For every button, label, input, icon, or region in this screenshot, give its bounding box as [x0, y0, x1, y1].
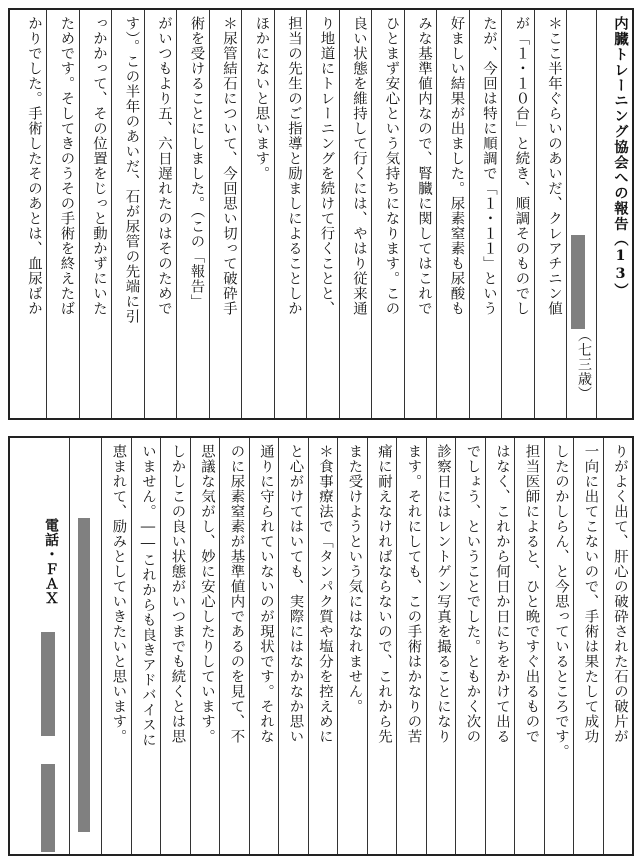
report-text-line: しかしこの良い状態がいつまでも続くとは思 [160, 438, 190, 854]
report-text-line: たが、今回は特に順調で「１・１１」という [469, 10, 502, 418]
report-text-line: 担当医師によると、ひと晩ですぐ出るもので [514, 438, 544, 854]
report-text-line: ＊食事療法で「タンパク質や塩分を控えめに [308, 438, 338, 854]
report-text-line: 診察日にはレントゲン写真を撮ることになり [426, 438, 456, 854]
report-text-line: りがよく出て、肝心の破砕された石の破片が [603, 438, 633, 854]
report-text-line: 良い状態を維持して行くには、やはり従来通 [339, 10, 372, 418]
report-text-line: ためです。そしてきのうその手術を終えたば [46, 10, 79, 418]
redacted-fax [41, 764, 55, 852]
author-age: （七三歳） [576, 328, 592, 401]
author-column [566, 10, 596, 418]
report-text-line: 術を受けることにしました。（この「報告」 [176, 10, 209, 418]
report-header-column [596, 10, 632, 418]
report-text-line: みな基準値内なので、腎臓に関してはこれで [404, 10, 437, 418]
report-text-line: 痛に耐えなければならないので、これから先 [367, 438, 397, 854]
redacted-column [69, 438, 101, 854]
report-sheet-page-1 [8, 8, 634, 420]
report-text-line: と心がけてはいても、実際にはなかなか思い [278, 438, 308, 854]
tel-fax-label: 電話・ＦＡＸ [43, 518, 59, 606]
report-text-line: ます。それにしても、この手術はかなりの苦 [396, 438, 426, 854]
report-text-line: ＊ここ半年ぐらいのあいだ、クレアチニン値 [534, 10, 567, 418]
redacted-phone [41, 632, 55, 736]
report-text-line: はなく、これから何日か日にちをかけて出る [485, 438, 515, 854]
report-text-line: が「１・１０台」と続き、順調そのものでし [501, 10, 534, 418]
redacted-author-name [571, 235, 585, 329]
report-text-line: 好ましい結果が出ました。尿素窒素も尿酸も [436, 10, 469, 418]
report-text-line: かりでした。手術したそのあとは、血尿ばか [26, 16, 42, 316]
report-sheet-page-2 [8, 436, 634, 856]
report-text-line: 担当の先生のご指導と励ましによることしか [274, 10, 307, 418]
report-text-line: 思議な気がし、妙に安心したりしています。 [190, 438, 220, 854]
report-text-line: り地道にトレーニングを続けて行くことと、 [306, 10, 339, 418]
report-text-line: がいつもより五、六日遅れたのはそのためで [144, 10, 177, 418]
report-text-line: また受けようという気にはなれません。 [337, 438, 367, 854]
report-text-line: ひとまず安心という気持ちになります。この [371, 10, 404, 418]
redacted-address [78, 518, 90, 832]
report-text-line: ＊尿管結石について、今回思い切って破砕手 [209, 10, 242, 418]
report-text-line: 恵まれて、励みとしていきたいと思います。 [101, 438, 131, 854]
report-text-line: いません。――これからも良きアドバイスに [131, 438, 161, 854]
report-text-line: す）。この半年のあいだ、石が尿管の先端に引 [111, 10, 144, 418]
report-text-line: でしょう、ということでした。ともかく次の [455, 438, 485, 854]
tel-fax-column [31, 438, 69, 854]
report-text-line: ほかにないと思います。 [241, 10, 274, 418]
report-title: 内臓トレーニング協会への報告（13） [612, 16, 629, 299]
report-text-line: のに尿素窒素が基準値内であるのを見て、不 [219, 438, 249, 854]
report-text-line: 一向に出てこないので、手術は果たして成功 [573, 438, 603, 854]
report-text-line: 通りに守られていないのが現状です。それな [249, 438, 279, 854]
report-text-line: っかかって、その位置をじっと動かずにいた [79, 10, 112, 418]
report-text-line: したのかしらん、と今思っているところです。 [544, 438, 574, 854]
